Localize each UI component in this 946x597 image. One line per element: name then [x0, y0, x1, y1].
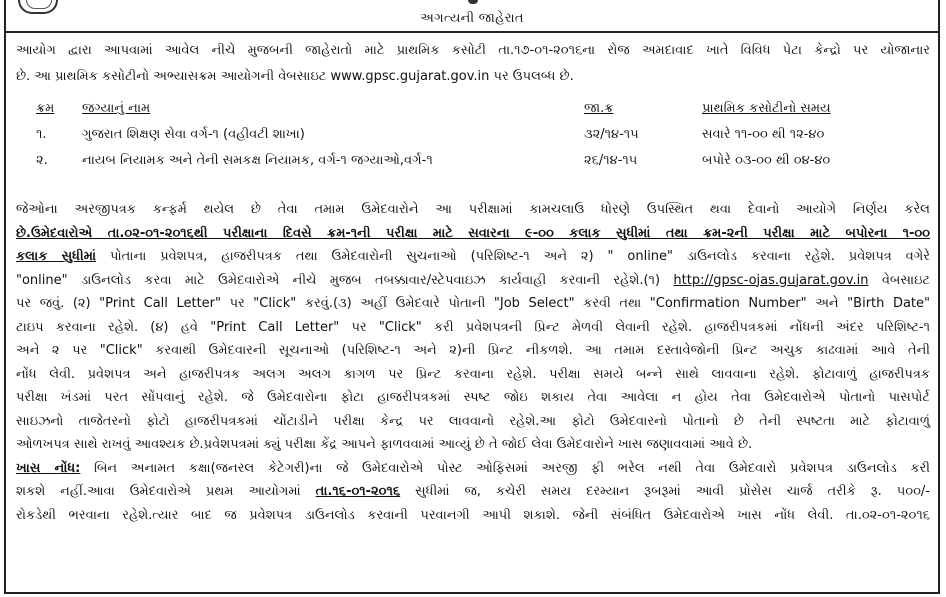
row-exam-time: સવારે ૧૧-૦૦ થી ૧૨-૪૦	[702, 127, 825, 142]
row-serial: ૧.	[36, 127, 47, 142]
body-line: નોંધ લેવી. પ્રવેશપત્ર અને હાજરીપત્રક અલગ અલગ કાગળ પર પ્રિન્ટ કરવાના રહેશે. પરીક્ષા સમયે બન્ને સાથે લાવવાના રહેશે. ફોટાવાળું હાજરીપત્રક	[16, 366, 930, 382]
ojas-link[interactable]: http://gpsc-ojas.gujarat.gov.in	[673, 272, 869, 288]
table-row	[16, 122, 930, 148]
body-line: ઓળખપત્ર સાથે રાખવું આવશ્યક છે.પ્રવેશપત્રમાં ક્યું પરીક્ષા કેંદ્ર આપને ફાળવવામાં આવ્યું છે તે જોઈ લેવા ઉમેદવારોને ખાસ જણાવવામાં આવે છે.	[16, 437, 753, 452]
notice-content	[16, 38, 930, 527]
col-header-exam-time: પ્રાથમિક કસોટીનો સમય	[702, 101, 831, 116]
row-serial: ૨.	[36, 153, 48, 168]
col-header-serial: ક્રમ	[36, 101, 55, 116]
exam-table	[16, 96, 930, 184]
body-line: રોકડેથી ભરવાના રહેશે.ત્યાર બાદ જ પ્રવેશપત્ર ડાઉનલોડ કરવાની પરવાનગી આપી શકાશે. જેની સંબંધિત ઉમેદવારોએ ખાસ નોંધ લેવી. તા.૦૨-૦૧-૨૦૧૬	[16, 507, 930, 523]
special-note-line: ખાસ નોંધ: બિન અનામત કક્ષા(જનરલ કેટેગરી)ના જે ઉમેદવારોએ પોસ્ટ ઓફિસમાં અરજી ફી ભરેલ નથી તેવા ઉમેદવારો પ્રવેશપત્ર ડાઉનલોડ કરી	[16, 460, 930, 476]
body-line-bold: છે.ઉમેદવારોએ તા.૦૨-૦૧-૨૦૧૬થી પરીક્ષાના દિવસે ક્રમ-૧ની પરીક્ષા માટે સવારના ૯-૦૦ કલાક સુધીમાં તથા ક્રમ-૨ની પરીક્ષા માટે બપોરના ૧-૦૦	[16, 225, 930, 241]
col-header-advt-no: જા.ક્ર	[584, 101, 614, 116]
row-advt-no: ૩૨/૧૪-૧૫	[584, 127, 639, 142]
intro-line-1: આયોગ દ્વારા આપવામાં આવેલ નીચે મુજબની જાહેરાતો માટે પ્રાથમિક કસોટી તા.૧૭-૦૧-૨૦૧૬ના રોજ અમદાવાદ ખાતે વિવિધ પેટા કેન્દ્રો પર યોજાનાર	[16, 43, 930, 58]
row-advt-no: ૨૬/૧૪-૧૫	[584, 153, 638, 168]
table-row	[16, 148, 930, 174]
row-exam-time: બપોરે ૦૩-૦૦ થી ૦૪-૪૦	[702, 153, 831, 168]
row-post-name: નાયબ નિયામક અને તેની સમકક્ષ નિયામક, વર્ગ-૧ જગ્યાઓ,વર્ગ-૧	[82, 153, 433, 168]
body-line: પરીક્ષા ખંડમાં પરત સોંપવાનું રહેશે. જે ઉમેદવારોના ફોટા હાજરીપત્રકમાં સ્પષ્ટ જોઇ શકાય તેવા આવેલા ન હોય તેવા ઉમેદવારોએ પોતાનો પાસપોર્ટ	[16, 390, 930, 405]
special-note-label: ખાસ નોંધ:	[16, 460, 81, 476]
col-header-post-name: જગ્યાનું નામ	[82, 101, 151, 116]
table-header-row	[16, 96, 930, 122]
body-line: સાઇઝનો તાજેતરનો ફોટો હાજરીપત્રકમાં ચોંટાડીને પરીક્ષા કેન્દ્ર પર લાવવાનો રહેશે.આ ફોટો ઉમેદવારનો પોતાનો છે તેની સ્પષ્ટતા માટે ફોટાવાળું	[16, 413, 930, 429]
body-line: શકશે નહીં.આવા ઉમેદવારોએ પ્રથમ આયોગમાં તા.૧૬-૦૧-૨૦૧૬ સુધીમાં જ, કચેરી સમય દરમ્યાન રૂબરૂમાં આવી પ્રોસેસ ચાર્જ તરીકે રૂ. ૫૦૦/-	[16, 484, 930, 499]
instructions-paragraph	[16, 198, 930, 527]
body-line: ટાઇપ કરવાના રહેશે. (૪) હવે "Print Call Letter" પર "Click" કરી પ્રવેશપત્રની પ્રિન્ટ મેળવી લેવાની રહેશે. હાજરીપત્રકમાં નોંધની અંદર પરિશિષ્ટ-૧	[16, 319, 930, 335]
body-line: કલાક સુધીમાં પોતાના પ્રવેશપત્ર, હાજરીપત્રક તથા ઉમેદવારોની સુચનાઓ (પરિશિષ્ટ-૧ અને ૨) " online" ડાઉનલોડ કરવાના રહેશે. પ્રવેશપત્ર વગેરે	[16, 249, 930, 264]
intro-line-2: છે. આ પ્રાથમિક કસોટીનો અભ્યાસક્રમ આયોગની વેબસાઇટ www.gpsc.gujarat.gov.in પર ઉપલબ્ધ છે.	[16, 69, 574, 84]
body-line: અને ૨ પર "Click" કરવાથી ઉમેદવારની સૂચનાઓ (પરિશિષ્ટ-૧ અને ૨)ની પ્રિન્ટ નીકળશે. આ તમામ દસ્તાવેજોની પ્રિન્ટ અચુક કાઢવામાં આવે તેની	[16, 343, 930, 358]
body-line: "online" ડાઉનલોડ કરવા માટે ઉમેદવારોએ નીચે મુજબ તબક્કાવાર/સ્ટેપવાઇઝ કાર્યવાહી કરવાની રહેશે.(૧) http://gpsc-ojas.gujarat.gov.in વેબસાઇટ	[16, 272, 931, 288]
body-line: જેઓના અરજીપત્રક કન્ફર્મ થયેલ છે તેવા તમામ ઉમેદવારોને આ પરીક્ષામાં કામચલાઉ ધોરણે ઉપસ્થિત થવા દેવાનો આયોગે નિર્ણય કરેલ	[16, 202, 930, 217]
notice-header	[6, 0, 938, 33]
header-title: અગત્યની જાહેરાત	[420, 11, 524, 26]
body-line: પર જવું. (૨) "Print Call Letter" પર "Click" કરવું.(૩) અહીં ઉમેદવારે પોતાની "Job Select" કરવી તથા "Confirmation Number" અને "Birth Date"	[16, 296, 930, 311]
row-post-name: ગુજરાત શિક્ષણ સેવા વર્ગ-૧ (વહીવટી શાખા)	[82, 127, 305, 142]
